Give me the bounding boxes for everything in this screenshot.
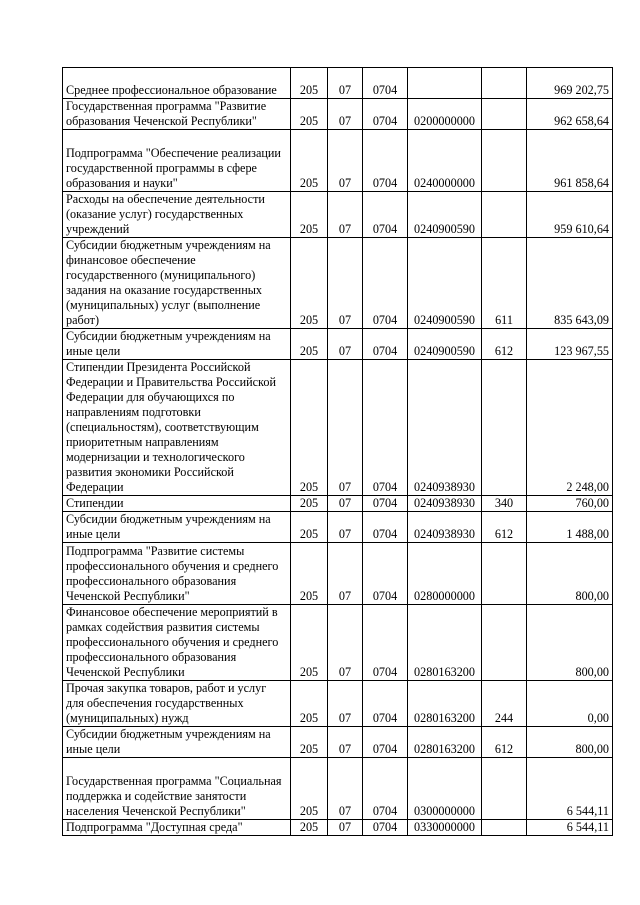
subsection-code: 0704 [363,329,408,360]
expense-type-code [482,130,527,192]
expense-type-code [482,192,527,238]
subsection-code: 0704 [363,543,408,605]
grbs-code: 205 [291,329,328,360]
subsection-code: 0704 [363,360,408,496]
subsection-code: 0704 [363,605,408,681]
table-row [63,758,613,820]
grbs-code: 205 [291,820,328,836]
target-article-code: 0280163200 [408,605,482,681]
subsection-code: 0704 [363,512,408,543]
grbs-code: 205 [291,727,328,758]
table-row [63,543,613,605]
table-row [63,360,613,496]
budget-table [62,67,613,836]
target-article-code: 0240938930 [408,360,482,496]
row-name: Подпрограмма "Доступная среда" [63,820,291,836]
grbs-code: 205 [291,360,328,496]
section-code: 07 [328,99,363,130]
grbs-code: 205 [291,512,328,543]
subsection-code: 0704 [363,238,408,329]
grbs-code: 205 [291,192,328,238]
row-name: Субсидии бюджетным учреждениям на иные цели [63,512,291,543]
amount: 969 202,75 [527,68,613,99]
row-name: Стипендии Президента Российской Федерации и Правительства Российской Федерации для обучающихся по направлениям подготовки (специальностям), соответствующим приоритетным направлениям модернизации и технологического развития экономики Российской Федерации [63,360,291,496]
section-code: 07 [328,130,363,192]
row-name: Подпрограмма "Обеспечение реализации государственной программы в сфере образования и науки" [63,130,291,192]
grbs-code: 205 [291,496,328,512]
row-name: Субсидии бюджетным учреждениям на иные цели [63,727,291,758]
target-article-code: 0240938930 [408,496,482,512]
row-name: Государственная программа "Развитие образования Чеченской Республики" [63,99,291,130]
grbs-code: 205 [291,681,328,727]
grbs-code: 205 [291,605,328,681]
expense-type-code [482,820,527,836]
row-name: Расходы на обеспечение деятельности (оказание услуг) государственных учреждений [63,192,291,238]
table-row [63,681,613,727]
table-row [63,192,613,238]
table-row [63,512,613,543]
expense-type-code [482,99,527,130]
amount: 962 658,64 [527,99,613,130]
table-row [63,727,613,758]
table-row [63,820,613,836]
expense-type-code: 611 [482,238,527,329]
subsection-code: 0704 [363,496,408,512]
row-name: Стипендии [63,496,291,512]
subsection-code: 0704 [363,727,408,758]
subsection-code: 0704 [363,99,408,130]
section-code: 07 [328,496,363,512]
amount: 800,00 [527,727,613,758]
amount: 6 544,11 [527,758,613,820]
budget-table-body [63,68,613,836]
section-code: 07 [328,238,363,329]
target-article-code: 0240000000 [408,130,482,192]
grbs-code: 205 [291,543,328,605]
table-row [63,130,613,192]
row-name: Финансовое обеспечение мероприятий в рамках содействия развития системы профессионального обучения и среднего профессионального образования Чеченской Республики [63,605,291,681]
expense-type-code: 244 [482,681,527,727]
target-article-code: 0280163200 [408,681,482,727]
grbs-code: 205 [291,758,328,820]
expense-type-code [482,605,527,681]
target-article-code: 0280163200 [408,727,482,758]
target-article-code: 0330000000 [408,820,482,836]
expense-type-code: 612 [482,512,527,543]
table-row [63,496,613,512]
amount: 800,00 [527,543,613,605]
amount: 835 643,09 [527,238,613,329]
grbs-code: 205 [291,238,328,329]
row-name: Субсидии бюджетным учреждениям на финансовое обеспечение государственного (муниципального) задания на оказание государственных (муниципальных) услуг (выполнение работ) [63,238,291,329]
subsection-code: 0704 [363,681,408,727]
amount: 123 967,55 [527,329,613,360]
amount: 959 610,64 [527,192,613,238]
amount: 961 858,64 [527,130,613,192]
section-code: 07 [328,681,363,727]
table-row [63,68,613,99]
section-code: 07 [328,605,363,681]
amount: 760,00 [527,496,613,512]
expense-type-code: 340 [482,496,527,512]
section-code: 07 [328,820,363,836]
target-article-code [408,68,482,99]
row-name: Подпрограмма "Развитие системы профессионального обучения и среднего профессионального образования Чеченской Республики" [63,543,291,605]
target-article-code: 0300000000 [408,758,482,820]
expense-type-code: 612 [482,727,527,758]
row-name: Прочая закупка товаров, работ и услуг для обеспечения государственных (муниципальных) нужд [63,681,291,727]
target-article-code: 0200000000 [408,99,482,130]
target-article-code: 0240938930 [408,512,482,543]
section-code: 07 [328,68,363,99]
subsection-code: 0704 [363,192,408,238]
target-article-code: 0240900590 [408,329,482,360]
subsection-code: 0704 [363,68,408,99]
expense-type-code: 612 [482,329,527,360]
table-row [63,238,613,329]
section-code: 07 [328,360,363,496]
amount: 6 544,11 [527,820,613,836]
amount: 2 248,00 [527,360,613,496]
expense-type-code [482,543,527,605]
expense-type-code [482,68,527,99]
target-article-code: 0240900590 [408,192,482,238]
row-name: Среднее профессиональное образование [63,68,291,99]
amount: 0,00 [527,681,613,727]
section-code: 07 [328,758,363,820]
amount: 800,00 [527,605,613,681]
section-code: 07 [328,727,363,758]
section-code: 07 [328,192,363,238]
grbs-code: 205 [291,68,328,99]
row-name: Государственная программа "Социальная поддержка и содействие занятости населения Чеченской Республики" [63,758,291,820]
amount: 1 488,00 [527,512,613,543]
section-code: 07 [328,329,363,360]
section-code: 07 [328,512,363,543]
subsection-code: 0704 [363,130,408,192]
expense-type-code [482,360,527,496]
grbs-code: 205 [291,130,328,192]
subsection-code: 0704 [363,758,408,820]
grbs-code: 205 [291,99,328,130]
target-article-code: 0240900590 [408,238,482,329]
table-row [63,329,613,360]
document-page [62,67,612,836]
row-name: Субсидии бюджетным учреждениям на иные цели [63,329,291,360]
expense-type-code [482,758,527,820]
target-article-code: 0280000000 [408,543,482,605]
section-code: 07 [328,543,363,605]
table-row [63,99,613,130]
table-row [63,605,613,681]
subsection-code: 0704 [363,820,408,836]
